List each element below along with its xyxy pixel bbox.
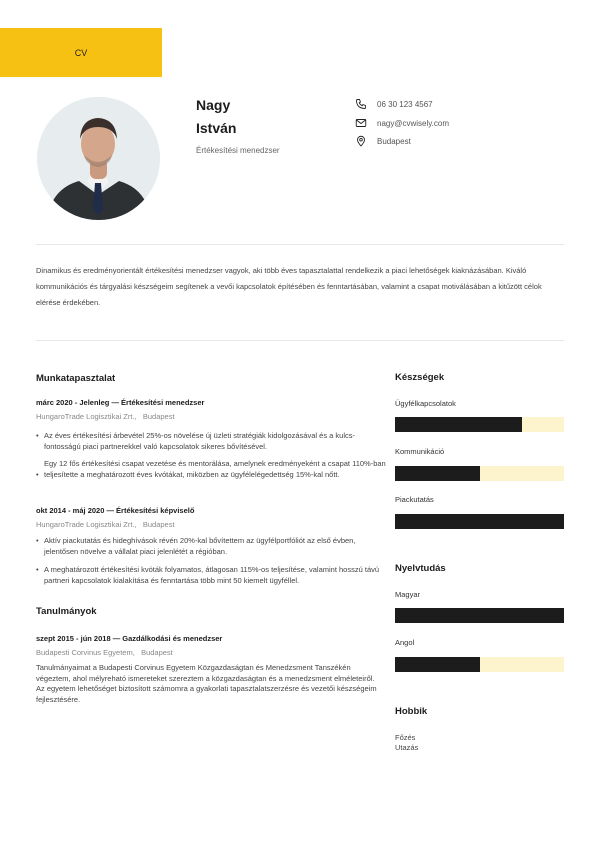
language-label: Magyar bbox=[395, 590, 421, 599]
education-title: szept 2015 - jún 2018 — Gazdálkodási és menedzser bbox=[36, 634, 223, 643]
job-2-title: okt 2014 - máj 2020 — Értékesítési képviselő bbox=[36, 506, 195, 515]
skill-bar-fill bbox=[395, 514, 564, 529]
language-bar bbox=[395, 657, 564, 672]
contact-email-text: nagy@cvwisely.com bbox=[377, 118, 449, 128]
section-title-education: Tanulmányok bbox=[36, 606, 97, 617]
profile-summary: Dinamikus és eredményorientált értékesítési menedzser vagyok, aki több éves tapasztalattal rendelkezik a piaci lehetőségek kiaknázásában. Kiváló kommunikációs és tárgyalási készségeim segítenek a vevői kapcsolatok építésében és fenntartásában, valamint a csapat motiválásában a kitűzött célok elérése érdekében. bbox=[36, 266, 542, 307]
job-1-company-name: HungaroTrade Logisztikai Zrt., bbox=[36, 412, 137, 421]
skill-bar bbox=[395, 514, 564, 529]
last-name: István bbox=[196, 120, 237, 136]
skill-label: Ügyfélkapcsolatok bbox=[395, 399, 456, 408]
job-2-bullet-1-text: Aktív piackutatás és hideghívások révén 20%-kal bővítettem az ügyfélportfóliót az első évben, jelentősen növelve a vállalat piaci jelenlétét a régióban. bbox=[44, 536, 356, 556]
language-bar-fill bbox=[395, 657, 480, 672]
education-school bbox=[36, 648, 173, 657]
divider-top bbox=[36, 244, 564, 245]
section-title-experience: Munkatapasztalat bbox=[36, 373, 116, 384]
education-description: Tanulmányaimat a Budapesti Corvinus Egyetem Közgazdaságtan és Menedzsment Tanszékén végeztem, ahol mélyreható ismereteket szereztem a közgazdaságtan és a menedzsment elméleteiről. Az egyetem lehetőséget biztosított számomra a gyakorlati tapasztalatszerzésre és vezetői készségeim fejlesztésére. bbox=[36, 663, 377, 704]
job-2-bullet: • A meghatározott értékesítési kvóták folyamatos, átlagosan 115%-os teljesítése, valamint hosszú távú partneri kapcsolatok kialakítása és fenntartása több mint 50 kiemelt ügyféllel. bbox=[36, 565, 380, 585]
job-2-company-name: HungaroTrade Logisztikai Zrt., bbox=[36, 520, 137, 529]
job-2-bullet: • Aktív piackutatás és hideghívások révén 20%-kal bővítettem az ügyfélportfóliót az első évben, jelentősen növelve a vállalat piaci jelenlétét a régióban. bbox=[36, 536, 356, 556]
job-title: Értékesítési menedzser bbox=[196, 146, 280, 155]
job-2-bullet-2-text: A meghatározott értékesítési kvóták folyamatos, átlagosan 115%-os teljesítése, valamint hosszú távú partneri kapcsolatok kialakítása és fenntartása több mint 50 kiemelt ügyféllel. bbox=[44, 565, 380, 585]
job-1-bullet-2-text: Egy 12 fős értékesítési csapat vezetése és mentorálása, amelynek eredményeként a csapat 110%-ban teljesítette a meghatározott éves kvótákat, miközben az ügyfélelégedettség 15%-kal nőtt. bbox=[44, 459, 386, 479]
mail-icon bbox=[355, 117, 367, 129]
section-title-languages: Nyelvtudás bbox=[395, 563, 446, 574]
section-title-hobbies: Hobbik bbox=[395, 706, 428, 717]
first-name: Nagy bbox=[196, 97, 231, 113]
hobby-item: Utazás bbox=[395, 743, 419, 752]
skill-bar bbox=[395, 466, 564, 481]
phone-icon bbox=[355, 98, 367, 110]
divider-middle bbox=[36, 340, 564, 341]
job-1-bullet: • Az éves értékesítési árbevétel 25%-os növelése új üzleti stratégiák kidolgozásával és a kulcs-fontosságú piaci partnerekkel való kapcsolatok sikeres bővítésével. bbox=[36, 431, 355, 451]
education-school-name: Budapesti Corvinus Egyetem, bbox=[36, 648, 135, 657]
job-1-company bbox=[36, 412, 175, 421]
job-2-city: Budapest bbox=[142, 520, 175, 529]
profile-photo bbox=[37, 97, 160, 220]
skill-bar-fill bbox=[395, 417, 522, 432]
job-2-company bbox=[36, 520, 175, 529]
job-1-title: márc 2020 - Jelenleg — Értékesítési menedzser bbox=[36, 398, 205, 407]
contact-phone[interactable] bbox=[355, 98, 433, 110]
contact-email[interactable] bbox=[355, 117, 449, 129]
language-label: Angol bbox=[395, 638, 415, 647]
education-city: Budapest bbox=[141, 648, 173, 657]
cv-tag-label: CV bbox=[74, 47, 88, 58]
skill-label: Piackutatás bbox=[395, 495, 434, 504]
skill-label: Kommunikáció bbox=[395, 447, 445, 456]
language-bar-fill bbox=[395, 608, 564, 623]
job-1-bullet-1-text: Az éves értékesítési árbevétel 25%-os növelése új üzleti stratégiák kidolgozásával és a kulcs-fontosságú piaci partnerekkel való kapcsolatok sikeres bővítésével. bbox=[44, 431, 355, 451]
location-pin-icon bbox=[355, 135, 367, 147]
contact-location-text: Budapest bbox=[377, 136, 411, 146]
contact-phone-text: 06 30 123 4567 bbox=[377, 99, 433, 109]
contact-location bbox=[355, 135, 411, 147]
skill-bar bbox=[395, 417, 564, 432]
job-1-bullet: • Egy 12 fős értékesítési csapat vezetése és mentorálása, amelynek eredményeként a csapat 110%-ban teljesítette a meghatározott éves kvótákat, miközben az ügyfélelégedettség 15%-kal nőtt. bbox=[36, 459, 386, 479]
job-1-city: Budapest bbox=[142, 412, 175, 421]
skill-bar-fill bbox=[395, 466, 480, 481]
hobby-item: Főzés bbox=[395, 733, 416, 742]
section-title-skills: Készségek bbox=[395, 372, 445, 383]
cv-tag bbox=[0, 28, 162, 77]
language-bar bbox=[395, 608, 564, 623]
